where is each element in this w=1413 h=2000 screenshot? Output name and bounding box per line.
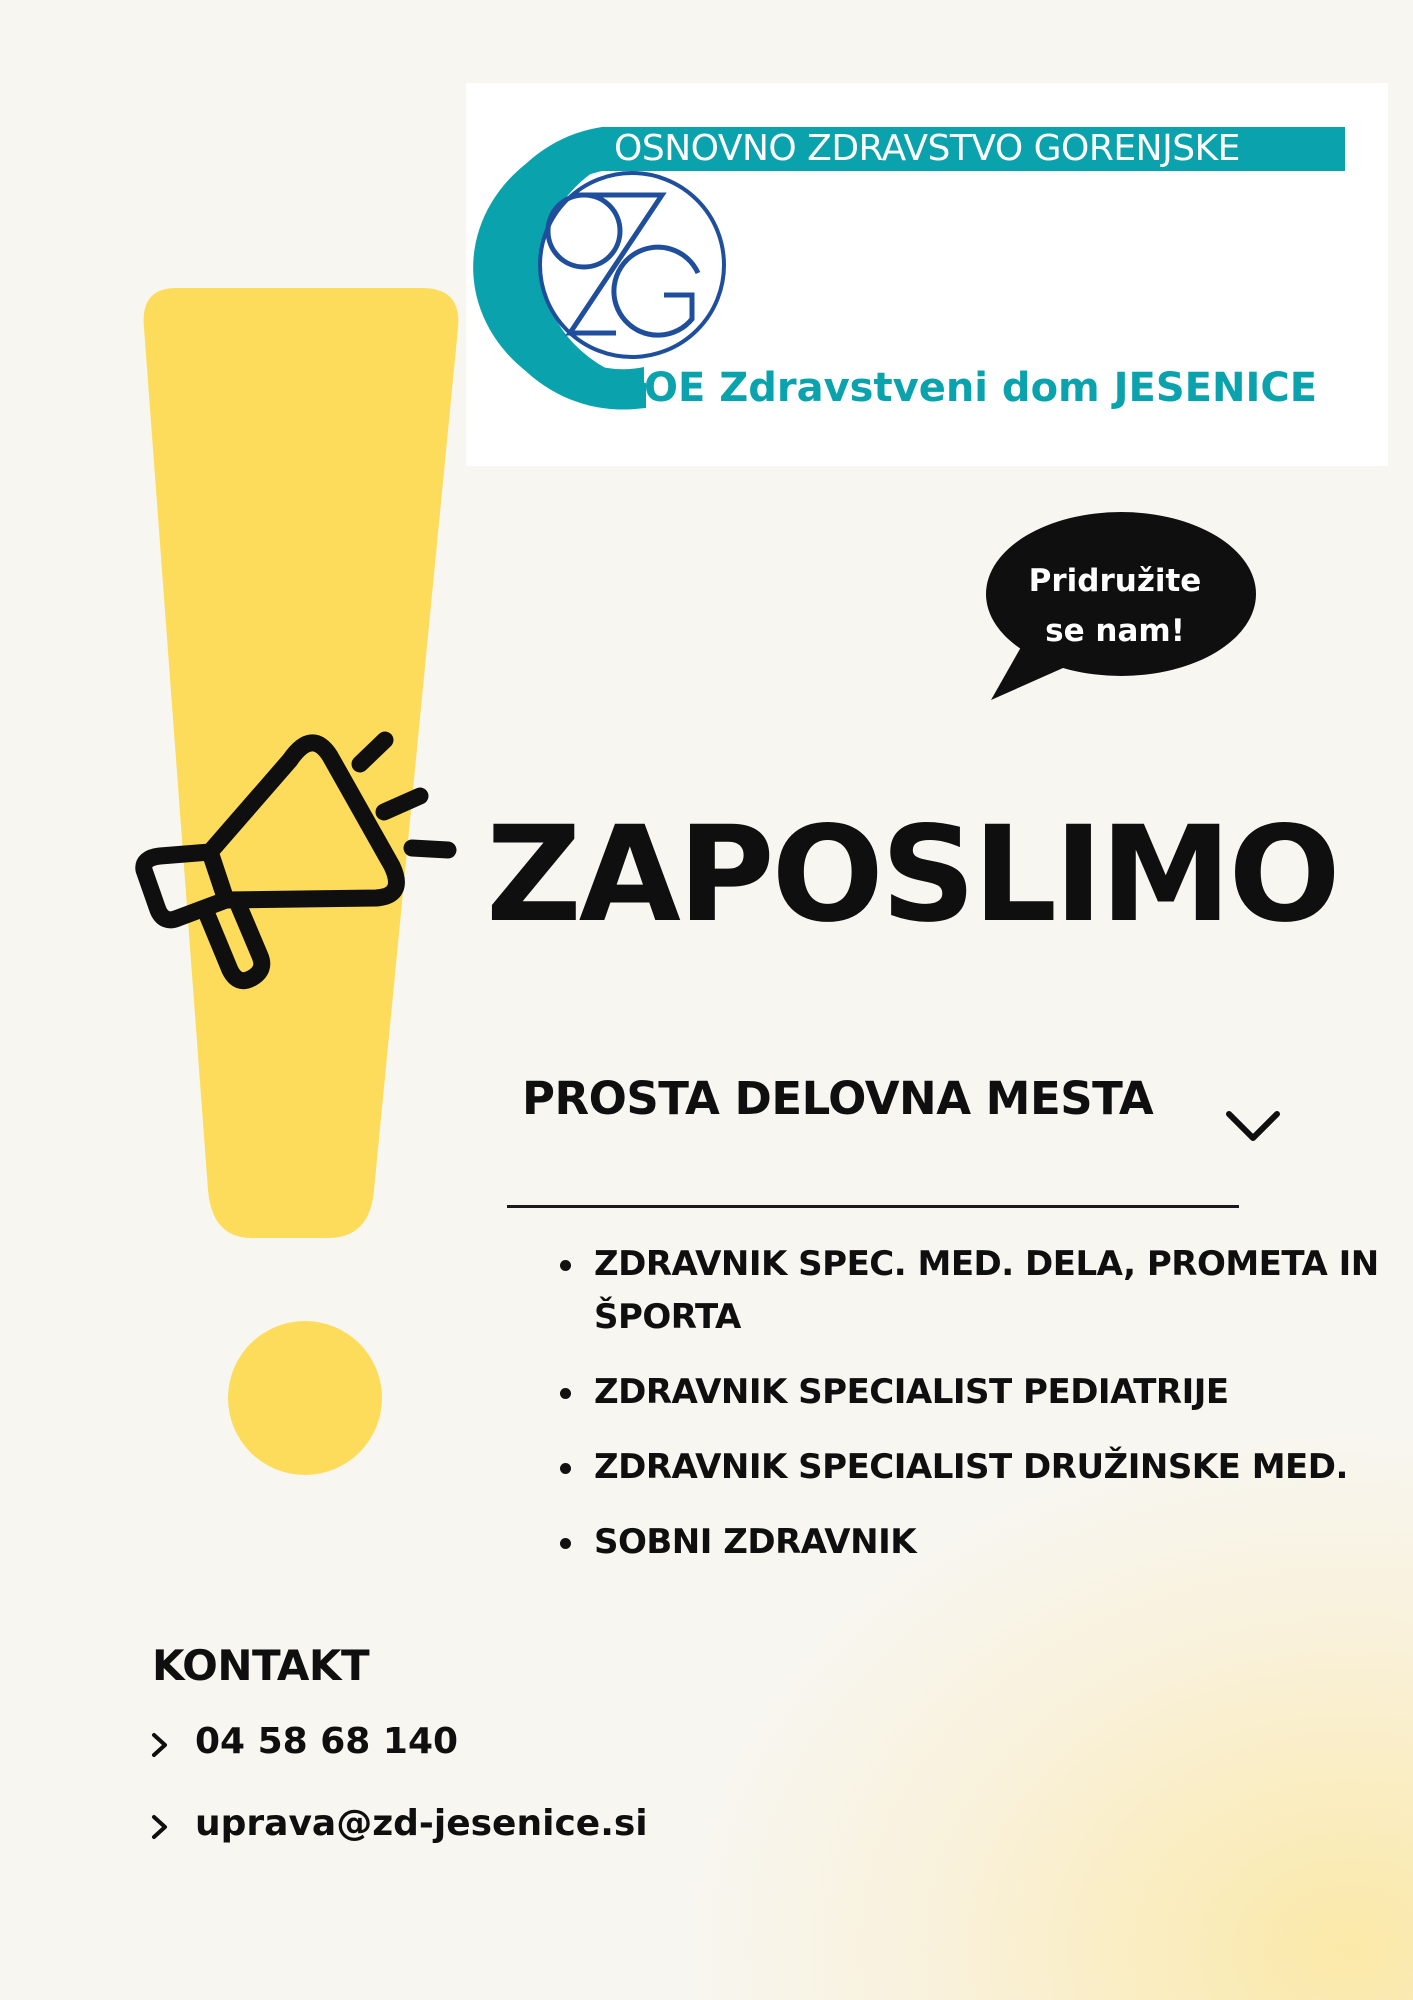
contact-email[interactable]: uprava@zd-jesenice.si — [195, 1803, 648, 1844]
list-item: ZDRAVNIK SPECIALIST PEDIATRIJE — [560, 1366, 1395, 1419]
bubble-line-2: se nam! — [1045, 613, 1185, 649]
list-item: ZDRAVNIK SPECIALIST DRUŽINSKE MED. — [560, 1441, 1395, 1494]
positions-title: PROSTA DELOVNA MESTA — [522, 1072, 1154, 1125]
job-list — [560, 1238, 1395, 1591]
bubble-line-1: Pridružite — [1028, 563, 1202, 599]
org-name-banner: OSNOVNO ZDRAVSTVO GORENJSKE — [602, 127, 1345, 171]
contact-phone: 04 58 68 140 — [195, 1721, 459, 1762]
list-item: ZDRAVNIK SPEC. MED. DELA, PROMETA IN ŠPORTA — [560, 1238, 1395, 1344]
unit-name: OE Zdravstveni dom JESENICE — [644, 365, 1318, 411]
contact-title: KONTAKT — [152, 1641, 370, 1690]
megaphone-icon — [130, 700, 470, 1000]
logo-card — [466, 83, 1388, 466]
chevron-down-icon — [1225, 1108, 1281, 1144]
speech-bubble-text — [1005, 556, 1225, 656]
headline: ZAPOSLIMO — [486, 798, 1338, 952]
chevron-right-icon — [150, 1814, 170, 1840]
divider — [507, 1205, 1239, 1208]
chevron-right-icon — [150, 1732, 170, 1758]
list-item: SOBNI ZDRAVNIK — [560, 1516, 1395, 1569]
